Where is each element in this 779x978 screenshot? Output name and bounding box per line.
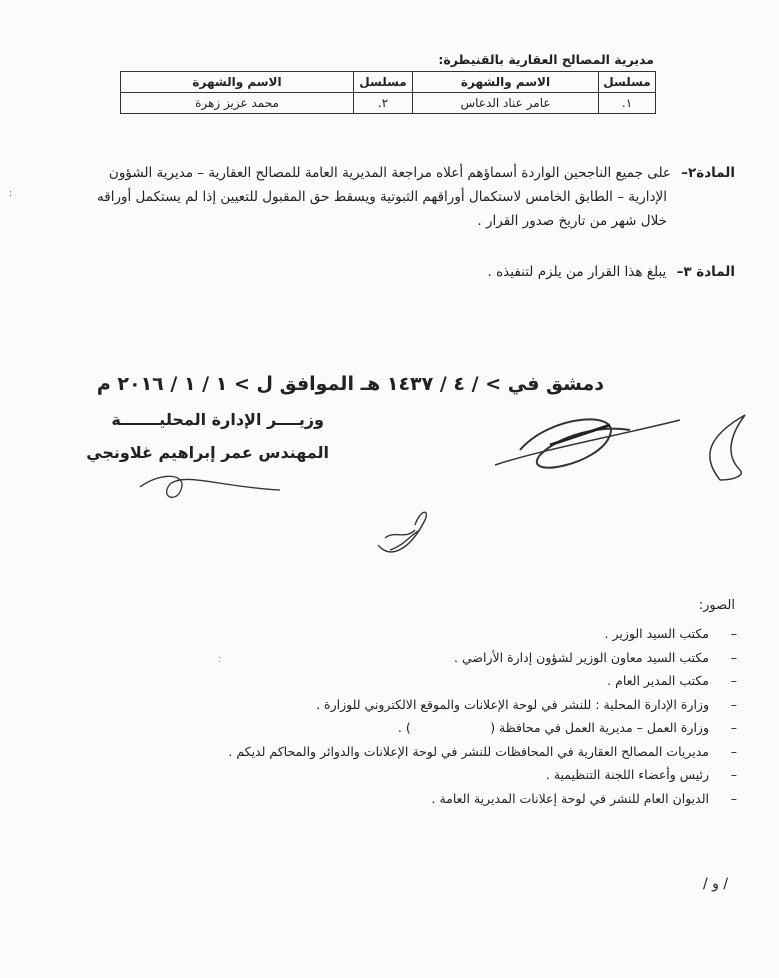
copy-text: رئيس وأعضاء اللجنة التنظيمية . — [545, 767, 709, 782]
article-2-label: المادة٢– — [681, 165, 735, 181]
copy-text: وزارة العمل – مديرية العمل في محافظة ( ) . — [397, 720, 709, 735]
directorate-heading: مديرية المصالح العقارية بالقنيطرة: — [438, 52, 654, 67]
dash-mark: – — [730, 720, 737, 735]
minister-name: المهندس عمر إبراهيم غلاونجي — [86, 443, 329, 462]
list-item — [228, 669, 737, 693]
copy-text: مديريات المصالح العقارية في المحافظات للنشر في لوحة الإعلانات والدوائر والمحاكم لديكم . — [228, 743, 709, 759]
list-item — [228, 763, 737, 787]
table-cell: محمد عزيز زهرة — [121, 93, 354, 114]
initials-signature — [130, 462, 290, 507]
names-table — [120, 71, 656, 114]
table-header: مسلسل — [599, 72, 656, 93]
list-item — [228, 740, 737, 764]
table-header-row — [121, 72, 656, 93]
table-header: الاسم والشهرة — [413, 72, 599, 93]
article-2-line — [45, 185, 735, 209]
article-2-line — [45, 209, 735, 233]
list-item — [228, 716, 737, 740]
margin-mark: : — [9, 188, 13, 199]
copy-text: مكتب السيد معاون الوزير لشؤون إدارة الأراضي . — [454, 649, 709, 665]
article-2 — [45, 161, 735, 233]
copy-text: الديوان العام للنشر في لوحة إعلانات المديرية العامة . — [431, 790, 709, 806]
footer-mark: / و / — [703, 876, 729, 892]
article-2-line — [45, 161, 735, 185]
dash-mark: – — [730, 790, 737, 806]
table-header: مسلسل — [354, 72, 413, 93]
minister-signature — [480, 395, 770, 505]
list-item — [228, 646, 737, 670]
table-cell: ٢. — [354, 93, 413, 114]
dash-mark: – — [730, 649, 737, 665]
dateline: دمشق في > / ٤ / ١٤٣٧ هـ الموافق ل > ١ / ١ / ٢٠١٦ م — [96, 373, 604, 395]
article-3-label: المادة ٣– — [676, 264, 735, 280]
table-row — [121, 93, 656, 114]
article-2-text: الإدارية – الطابق الخامس لاستكمال أوراقهم الثبوتية ويسقط حق المقبول للتعيين إذا لم يستكمل أوراقه — [97, 189, 667, 205]
copies-heading: الصور: — [698, 598, 735, 613]
paraph-signature — [370, 500, 440, 565]
table-header: الاسم والشهرة — [121, 72, 354, 93]
list-item — [228, 787, 737, 811]
copy-text: مكتب المدير العام . — [607, 673, 709, 688]
minister-title: وزيــــر الإدارة المحليـــــــة — [111, 410, 324, 429]
dash-mark: – — [730, 743, 737, 759]
dash-mark: – — [730, 696, 737, 712]
copy-text: مكتب السيد الوزير . — [604, 626, 709, 641]
article-3-text: يبلغ هذا القرار من يلزم لتنفيذه . — [487, 264, 667, 280]
dash-mark: – — [730, 767, 737, 782]
margin-mark: : — [218, 654, 222, 665]
article-2-text: على جميع الناجحين الواردة أسماؤهم أعلاه مراجعة المديرية العامة للمصالح العقارية – مديرية الشؤون — [108, 165, 671, 181]
table-cell: عامر عناد الدعاس — [413, 93, 599, 114]
article-2-text: خلال شهر من تاريخ صدور القرار . — [477, 213, 667, 229]
article-3 — [45, 260, 735, 284]
copies-list — [228, 622, 737, 810]
list-item — [228, 693, 737, 717]
table-cell: ١. — [599, 93, 656, 114]
copy-text: وزارة الإدارة المحلية : للنشر في لوحة الإعلانات والموقع الالكتروني للوزارة . — [316, 696, 709, 712]
dash-mark: – — [730, 673, 737, 688]
dash-mark: – — [730, 626, 737, 641]
list-item — [228, 622, 737, 646]
